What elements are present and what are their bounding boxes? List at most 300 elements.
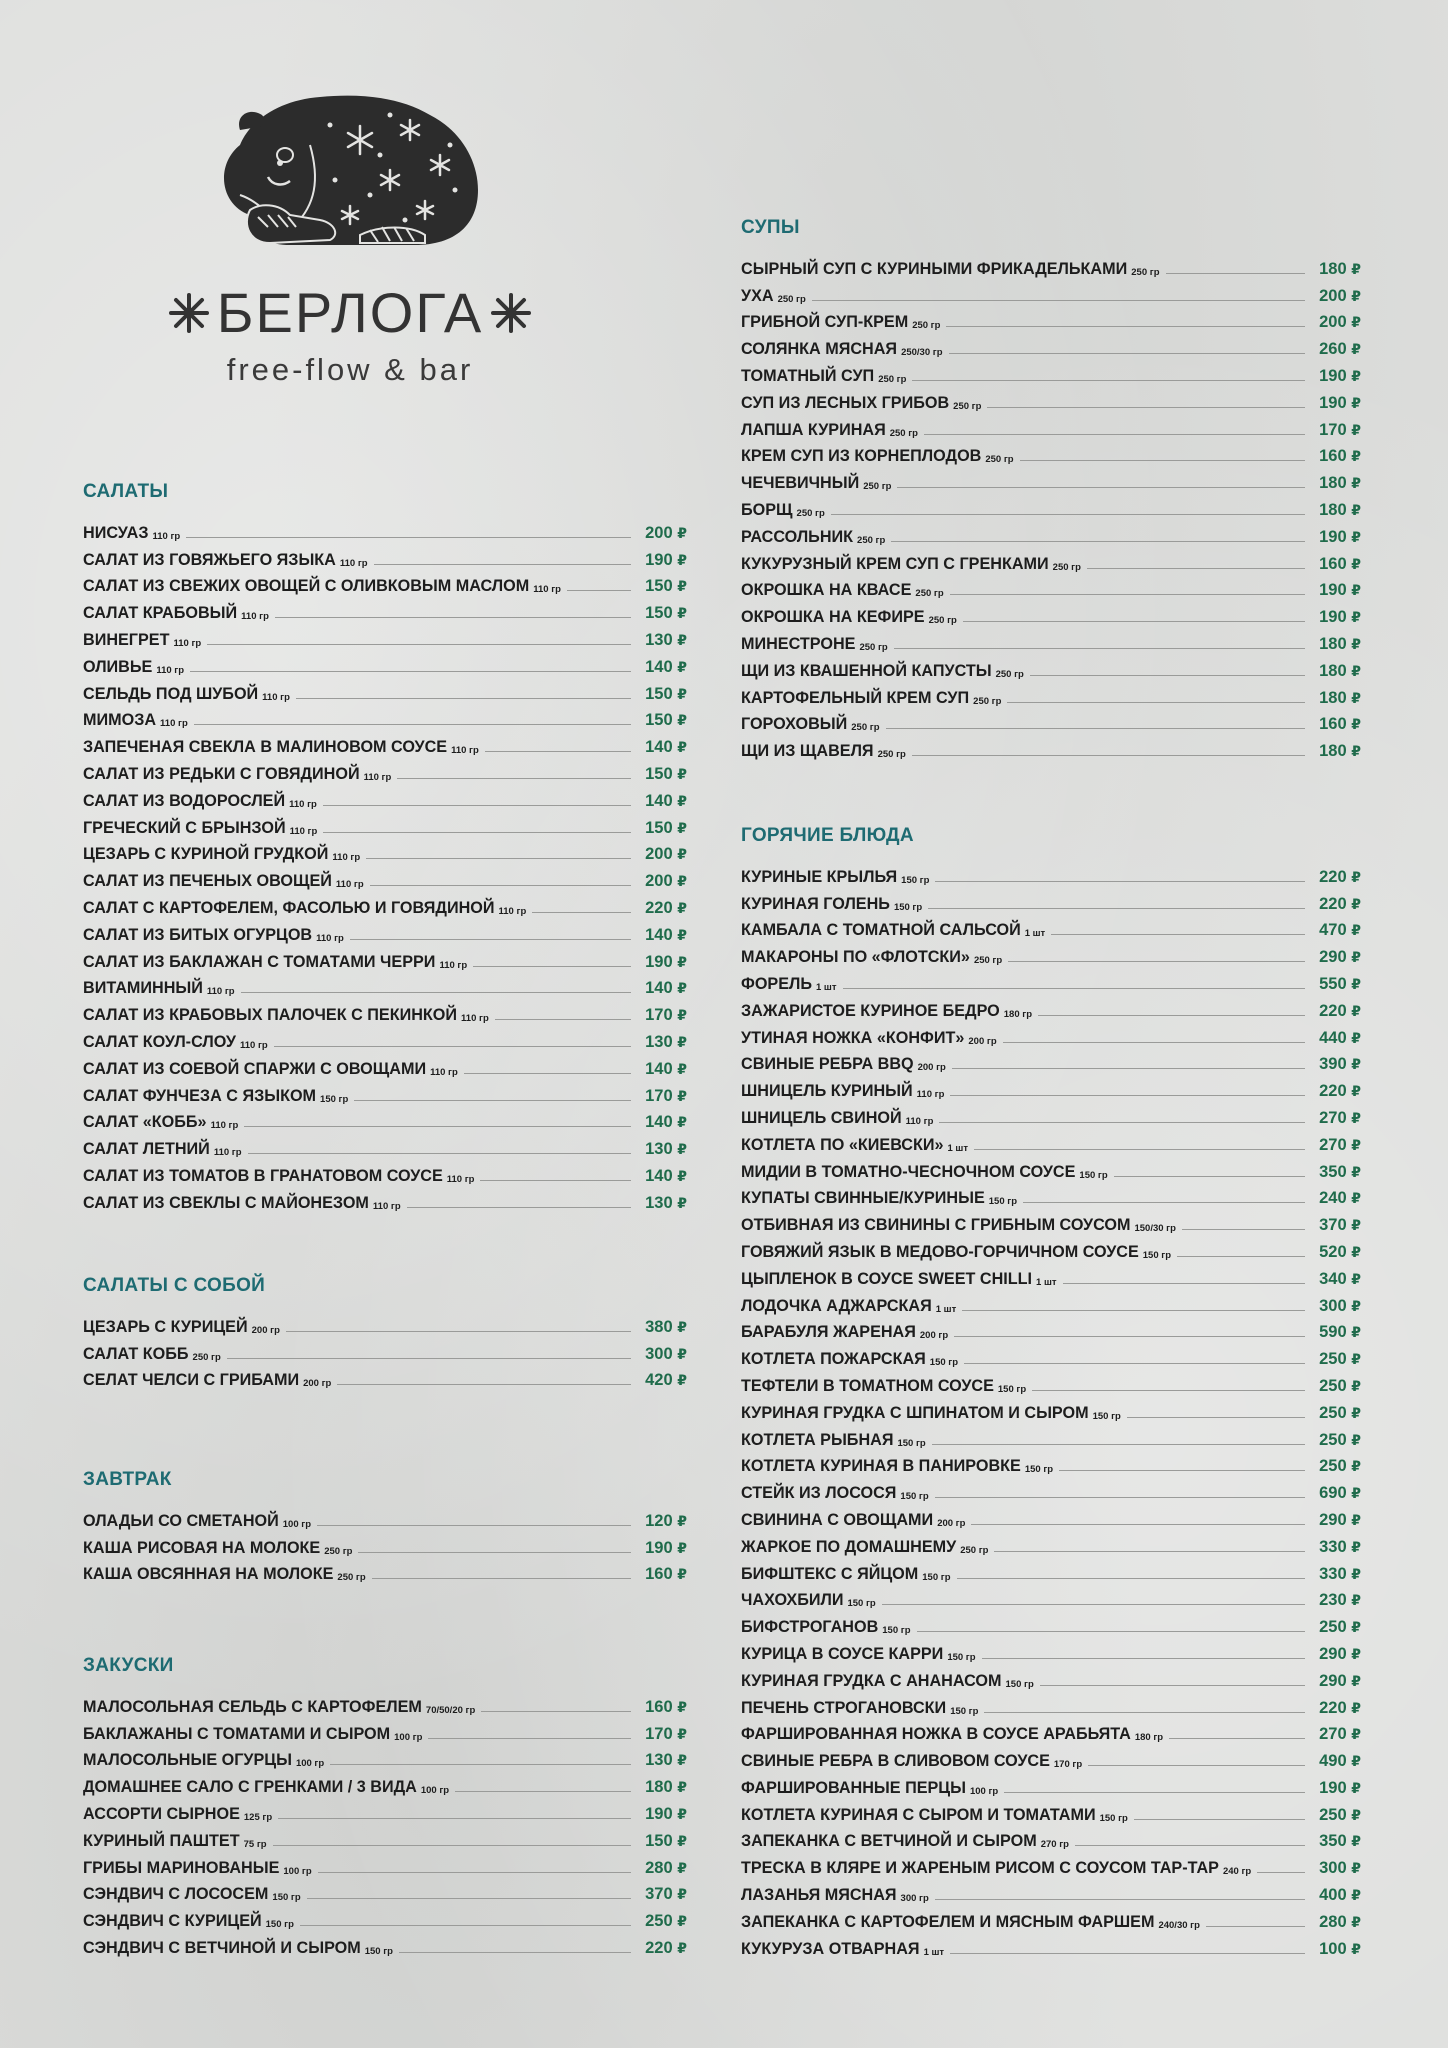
menu-item [741,1182,1361,1209]
currency-sign: ₽ [1351,1619,1361,1636]
price-value: 190 [1319,393,1347,412]
leader-line [428,1738,631,1739]
menu-item-price [1311,1322,1361,1342]
menu-item-price [637,710,687,730]
menu-item-name: ЖАРКОЕ ПО ДОМАШНЕМУ [741,1537,957,1556]
menu-item-price [1311,393,1361,413]
leader-line [241,992,631,993]
menu-item-name: МАЛОСОЛЬНЫЕ ОГУРЦЫ [83,1751,292,1770]
menu-item [83,1744,687,1771]
price-value: 150 [645,711,673,730]
menu-item-price [1311,312,1361,332]
currency-sign: ₽ [1351,1726,1361,1743]
price-value: 150 [645,1831,673,1850]
menu-item-name: СЭНДВИЧ С ЛОСОСЕМ [83,1885,269,1904]
menu-item-price [1311,1456,1361,1476]
currency-sign: ₽ [677,1725,687,1742]
menu-item [83,1337,687,1364]
menu-item-weight: 250 гр [928,615,957,627]
menu-item-weight: 110 гр [210,1120,239,1132]
menu-item-price [637,684,687,704]
menu-item-weight: 110 гр [339,557,368,569]
menu-item-price [637,1032,687,1052]
price-value: 330 [1319,1564,1347,1583]
currency-sign: ₽ [1351,1297,1361,1314]
menu-item-price [1311,1403,1361,1423]
currency-sign: ₽ [1351,1163,1361,1180]
currency-sign: ₽ [1351,635,1361,652]
leader-line [935,1899,1305,1900]
menu-item-name: ФОРЕЛЬ [741,974,812,993]
price-value: 350 [1319,1832,1347,1851]
price-value: 550 [1319,974,1347,993]
menu-item-name: САЛАТ ИЗ БИТЫХ ОГУРЦОВ [83,925,313,944]
menu-item [83,1132,687,1159]
currency-sign: ₽ [677,1060,687,1077]
menu-item [741,1476,1361,1503]
brand-tagline: free-flow & bar [226,352,474,387]
price-value: 280 [1319,1912,1347,1931]
menu-item-name: ШНИЦЕЛЬ СВИНОЙ [741,1108,902,1127]
leader-line [949,353,1305,354]
menu-item [83,650,687,677]
menu-item-weight: 250 гр [889,427,918,439]
currency-sign: ₽ [1351,475,1361,492]
price-value: 300 [645,1344,673,1363]
currency-sign: ₽ [1351,716,1361,733]
menu-item-weight: 180 гр [1003,1008,1032,1020]
menu-item-name: БИФСТРОГАНОВ [741,1618,879,1637]
leader-line [1127,1417,1305,1418]
menu-item [741,940,1361,967]
price-value: 190 [645,1538,673,1557]
menu-item-name: ВИТАМИННЫЙ [83,979,203,998]
menu-item-weight: 110 гр [160,718,188,730]
leader-line [886,728,1305,729]
leader-line [317,1525,631,1526]
menu-item [741,1557,1361,1584]
menu-item-name: ЗАПЕКАНКА С ВЕТЧИНОЙ И СЫРОМ [741,1832,1037,1851]
menu-item-weight: 110 гр [152,530,181,542]
menu-item-name: МИДИИ В ТОМАТНО-ЧЕСНОЧНОМ СОУСЕ [741,1162,1076,1181]
currency-sign: ₽ [677,953,687,970]
menu-item-name: САЛАТ ИЗ ТОМАТОВ В ГРАНАТОВОМ СОУСЕ [83,1166,443,1185]
menu-item-price [1311,1617,1361,1637]
menu-item [83,623,687,650]
leader-line [1166,273,1306,274]
menu-item-price [1311,1564,1361,1584]
menu-item-name: СВИНЫЕ РЕБРА BBQ [741,1055,914,1074]
menu-item-price [637,1193,687,1213]
menu-item-name: АССОРТИ СЫРНОЕ [83,1804,240,1823]
menu-item-name: ЩИ ИЗ ЩАВЕЛЯ [741,742,874,761]
price-value: 230 [1319,1591,1347,1610]
menu-item-name: СТЕЙК ИЗ ЛОСОСЯ [741,1484,897,1503]
price-value: 270 [1319,1725,1347,1744]
price-value: 490 [1319,1752,1347,1771]
menu-item [741,1155,1361,1182]
menu-item [83,784,687,811]
menu-item-price [1311,1671,1361,1691]
menu-item [741,547,1361,574]
price-value: 180 [1319,742,1347,761]
currency-sign: ₽ [1351,1672,1361,1689]
menu-item [83,1310,687,1337]
menu-item-name: КРЕМ СУП ИЗ КОРНЕПЛОДОВ [741,447,982,466]
currency-sign: ₽ [1351,501,1361,518]
menu-item [741,627,1361,654]
price-value: 270 [1319,1108,1347,1127]
menu-item-name: ЦЫПЛЕНОК В СОУСЕ SWEET CHILLI [741,1269,1033,1288]
leader-line [1063,1283,1305,1284]
currency-sign: ₽ [677,578,687,595]
menu-item-weight: 1 шт [816,981,837,993]
menu-item-price [637,1166,687,1186]
currency-sign: ₽ [1351,1645,1361,1662]
menu-item [83,1931,687,1958]
menu-item-name: ГРИБЫ МАРИНОВАНЫЕ [83,1858,280,1877]
menu-item-weight: 110 гр [430,1066,458,1078]
leader-line [984,1712,1305,1713]
menu-item-weight: 110 гр [439,959,468,971]
price-value: 140 [645,925,673,944]
currency-sign: ₽ [1351,260,1361,277]
menu-item [83,1770,687,1797]
price-value: 170 [645,1086,673,1105]
currency-sign: ₽ [677,739,687,756]
menu-item-name: КУПАТЫ СВИННЫЕ/КУРИНЫЕ [741,1189,985,1208]
currency-sign: ₽ [1351,1458,1361,1475]
menu-item-name: ЦЕЗАРЬ С КУРИЦЕЙ [83,1317,248,1336]
menu-item-weight: 150 гр [901,874,930,886]
menu-item-price [1311,527,1361,547]
menu-item-name: УХА [741,286,774,305]
leader-line [1030,675,1305,676]
menu-item [741,574,1361,601]
menu-item-price [1311,1483,1361,1503]
price-value: 470 [1319,921,1347,940]
menu-item [741,386,1361,413]
menu-item-weight: 150 гр [847,1598,876,1610]
currency-sign: ₽ [1351,1377,1361,1394]
menu-item-name: САЛАТ КРАБОВЫЙ [83,604,238,623]
menu-item [741,887,1361,914]
menu-item-price [1311,1028,1361,1048]
menu-item-price [637,1911,687,1931]
price-value: 190 [645,550,673,569]
menu-item-price [637,844,687,864]
menu-item-price [637,1564,687,1584]
menu-item [741,681,1361,708]
menu-item [83,1186,687,1213]
menu-item-price [637,818,687,838]
menu-item-price [637,1858,687,1878]
menu-item-price [637,764,687,784]
currency-sign: ₽ [677,712,687,729]
currency-sign: ₽ [1351,1887,1361,1904]
menu-item-weight: 150 гр [882,1625,911,1637]
price-value: 170 [1319,420,1347,439]
price-value: 130 [645,1193,673,1212]
menu-item [83,1079,687,1106]
currency-sign: ₽ [1351,1351,1361,1368]
leader-line [1169,1738,1305,1739]
menu-item-weight: 110 гр [213,1147,242,1159]
currency-sign: ₽ [1351,1324,1361,1341]
menu-item-name: САЛАТ ФУНЧЕЗА С ЯЗЫКОМ [83,1086,317,1105]
price-value: 240 [1319,1189,1347,1208]
menu-item-weight: 125 гр [243,1811,273,1823]
section-salads-to-go [83,1274,687,1390]
menu-item-price [637,1112,687,1132]
menu-item-price [637,1005,687,1025]
menu-item [741,734,1361,761]
menu-item-name: ТЕФТЕЛИ В ТОМАТНОМ СОУСЕ [741,1376,994,1395]
price-value: 140 [645,657,673,676]
leader-line [337,1384,631,1385]
leader-line [358,1552,631,1553]
leader-line [812,300,1305,301]
currency-sign: ₽ [677,1167,687,1184]
menu-item-name: БОРЩ [741,500,793,519]
menu-item-weight: 100 гр [282,1518,311,1530]
menu-item [741,1396,1361,1423]
menu-item-price [1311,1001,1361,1021]
leader-line [912,380,1305,381]
menu-item-name: ШНИЦЕЛЬ КУРИНЫЙ [741,1082,913,1101]
menu-item [83,1558,687,1585]
currency-sign: ₽ [1351,287,1361,304]
leader-line [455,1791,631,1792]
menu-item [741,860,1361,887]
menu-item-weight: 150 гр [320,1093,349,1105]
menu-item [741,252,1361,279]
menu-item-weight: 110 гр [156,664,185,676]
price-value: 180 [1319,474,1347,493]
price-value: 220 [1319,1698,1347,1717]
menu-item-weight: 250 гр [192,1351,221,1363]
menu-item [83,998,687,1025]
menu-item-weight: 250 гр [973,955,1003,967]
price-value: 190 [645,952,673,971]
leader-line [407,1207,631,1208]
price-value: 160 [645,1697,673,1716]
menu-item-price [1311,1054,1361,1074]
menu-item-weight: 1 шт [1036,1276,1057,1288]
menu-item-price [637,1831,687,1851]
menu-item [741,1208,1361,1235]
menu-item-price [637,952,687,972]
menu-item [83,1159,687,1186]
menu-item [741,1048,1361,1075]
price-value: 390 [1319,1055,1347,1074]
price-value: 140 [645,1166,673,1185]
menu-item-price [1311,500,1361,520]
menu-item-name: КУРИНАЯ ГОЛЕНЬ [741,894,890,913]
menu-item-name: ВИНЕГРЕТ [83,630,170,649]
price-value: 280 [645,1858,673,1877]
menu-item-weight: 150 гр [1079,1169,1108,1181]
price-value: 300 [1319,1859,1347,1878]
menu-item-name: СЕЛЬДЬ ПОД ШУБОЙ [83,684,259,703]
menu-item [741,1316,1361,1343]
menu-item-name: КОТЛЕТА РЫБНАЯ [741,1430,894,1449]
leader-line [932,1444,1305,1445]
menu-item-price [637,1059,687,1079]
menu-item-price [637,576,687,596]
price-value: 130 [645,1751,673,1770]
currency-sign: ₽ [1351,314,1361,331]
menu-item-name: СЕЛАТ ЧЕЛСИ С ГРИБАМИ [83,1371,300,1390]
currency-sign: ₽ [1351,1538,1361,1555]
currency-sign: ₽ [677,980,687,997]
leader-line [248,1153,631,1154]
leader-line [480,1180,631,1181]
price-value: 140 [645,979,673,998]
menu-item-price [637,1724,687,1744]
menu-item-weight: 250/30 гр [901,347,943,359]
menu-item-weight: 110 гр [335,879,364,891]
price-value: 150 [645,684,673,703]
menu-item-price [637,1938,687,1958]
menu-item-weight: 100 гр [969,1785,999,1797]
menu-item-name: КОТЛЕТА КУРИНАЯ В ПАНИРОВКЕ [741,1457,1021,1476]
menu-item-price [637,1697,687,1717]
menu-item-name: САЛАТ КОУЛ-СЛОУ [83,1032,236,1051]
leader-line [954,1336,1305,1337]
leader-line [912,755,1305,756]
menu-item-price [1311,1939,1361,1959]
menu-item-price [1311,1215,1361,1235]
leader-line [928,908,1305,909]
menu-item-price [1311,1724,1361,1744]
menu-item [741,1691,1361,1718]
leader-line [1059,1470,1305,1471]
leader-line [891,541,1305,542]
menu-item-name: ГРЕЧЕСКИЙ С БРЫНЗОЙ [83,818,286,837]
menu-item [83,1851,687,1878]
leader-line [1075,1845,1305,1846]
menu-item-price [637,737,687,757]
menu-item [83,891,687,918]
price-value: 120 [645,1511,673,1530]
section-title: ГОРЯЧИЕ БЛЮДА [741,825,914,846]
menu-item-name: СВИНИНА С ОВОЩАМИ [741,1510,934,1529]
leader-line [1003,1042,1305,1043]
menu-item-weight: 100 гр [420,1785,450,1797]
menu-item [741,967,1361,994]
section-title: СУПЫ [741,217,800,238]
menu-item-weight: 100 гр [394,1731,423,1743]
menu-item-name: БАРАБУЛЯ ЖАРЕНАЯ [741,1323,916,1342]
menu-item-name: КОТЛЕТА ПОЖАРСКАЯ [741,1350,926,1369]
price-value: 160 [645,1565,673,1584]
currency-sign: ₽ [1351,743,1361,760]
menu-item-weight: 110 гр [289,825,318,837]
menu-item [83,1531,687,1558]
menu-item-weight: 110 гр [446,1173,475,1185]
menu-item-price [637,871,687,891]
menu-item-price [637,630,687,650]
menu-item [83,1052,687,1079]
menu-item-price [1311,554,1361,574]
leader-line [962,1310,1305,1311]
menu-item-price [1311,1590,1361,1610]
currency-sign: ₽ [1351,394,1361,411]
price-value: 130 [645,1032,673,1051]
menu-item [83,757,687,784]
menu-item-name: САЛАТ ИЗ СОЕВОЙ СПАРЖИ С ОВОЩАМИ [83,1059,427,1078]
menu-item-price [1311,420,1361,440]
currency-sign: ₽ [677,1372,687,1389]
menu-item-name: КОТЛЕТА ПО «КИЕВСКИ» [741,1135,944,1154]
menu-item-price [1311,1269,1361,1289]
menu-item [741,1262,1361,1289]
leader-line [190,671,631,672]
menu-item [83,1106,687,1133]
price-value: 520 [1319,1242,1347,1261]
menu-item [741,914,1361,941]
menu-item [741,1825,1361,1852]
price-value: 100 [1319,1939,1347,1958]
price-value: 190 [1319,527,1347,546]
currency-sign: ₽ [677,1779,687,1796]
menu-item-weight: 250 гр [877,749,906,761]
menu-item-price [1311,1698,1361,1718]
menu-item [741,994,1361,1021]
menu-item-price [1311,634,1361,654]
currency-sign: ₽ [677,1194,687,1211]
menu-item-name: ОЛИВЬЕ [83,657,153,676]
currency-sign: ₽ [1351,1753,1361,1770]
price-value: 220 [1319,1001,1347,1020]
menu-item-weight: 150 гр [893,901,923,913]
price-value: 140 [645,1113,673,1132]
menu-item [741,654,1361,681]
menu-item [83,1504,687,1531]
leader-line [935,881,1305,882]
menu-item [83,1797,687,1824]
menu-item [741,708,1361,735]
menu-item-price [1311,714,1361,734]
menu-item-name: ЧАХОХБИЛИ [741,1591,844,1610]
menu-item-price [637,1317,687,1337]
leader-line [354,1100,631,1101]
menu-item-weight: 110 гр [916,1089,945,1101]
logo [160,80,540,400]
menu-item-name: КАМБАЛА С ТОМАТНОЙ САЛЬСОЙ [741,921,1021,940]
menu-item [741,1128,1361,1155]
currency-sign: ₽ [677,819,687,836]
leader-line [935,1497,1305,1498]
currency-sign: ₽ [677,1512,687,1529]
price-value: 400 [1319,1886,1347,1905]
currency-sign: ₽ [1351,1404,1361,1421]
currency-sign: ₽ [1351,1860,1361,1877]
menu-item-price [1311,1135,1361,1155]
menu-item-name: РАССОЛЬНИК [741,527,854,546]
currency-sign: ₽ [677,631,687,648]
price-value: 140 [645,738,673,757]
menu-item-name: САЛАТ С КАРТОФЕЛЕМ, ФАСОЛЬЮ И ГОВЯДИНОЙ [83,898,495,917]
menu-item-name: ОКРОШКА НА КВАСЕ [741,581,912,600]
price-value: 200 [645,845,673,864]
leader-line [495,1019,631,1020]
currency-sign: ₽ [677,1832,687,1849]
menu-item [741,1932,1361,1959]
menu-item [83,945,687,972]
menu-item-weight: 150 гр [988,1196,1018,1208]
